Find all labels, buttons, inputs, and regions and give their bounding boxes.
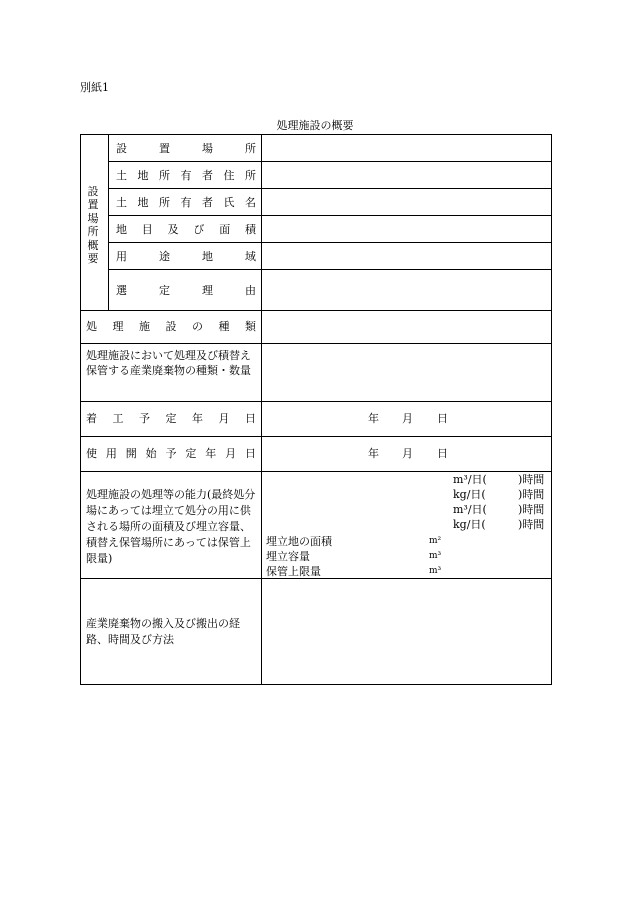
capacity-unit: m³/日(	[453, 503, 487, 516]
capacity-label: 処理施設の処理等の能力(最終処分場にあっては埋立て処分の用に供される場所の面積及び埋立容量、積替え保管場所にあっては保管上限量)	[86, 488, 256, 565]
use-date-month: 月	[402, 447, 413, 460]
form-id: 別紙1	[80, 81, 109, 94]
location-row-label: 土 地 所 有 者 住 所	[116, 169, 256, 182]
landfill-volume-label: 埋立容量	[266, 550, 310, 563]
capacity-hours: )時間	[518, 473, 545, 486]
location-group-label: 設置場所概要	[87, 185, 99, 266]
landfill-area-unit: m²	[429, 536, 442, 546]
label-char: 置	[159, 142, 170, 155]
label-char: 場	[202, 142, 213, 155]
form-title: 処理施設の概要	[276, 119, 354, 132]
storage-limit-label: 保管上限量	[266, 565, 321, 578]
capacity-unit: kg/日(	[453, 518, 486, 531]
start-date-day: 日	[437, 412, 448, 425]
location-row-label: 地 目 及 び 面 積	[116, 223, 256, 236]
use-date-label: 使 用 開 始 予 定 年 月 日	[86, 447, 256, 460]
capacity-hours: )時間	[518, 488, 545, 501]
waste-types-label: 処理施設において処理及び積替え保管する産業廃棄物の種類・数量	[86, 349, 251, 377]
capacity-unit: kg/日(	[453, 488, 486, 501]
label-char: 設	[116, 142, 127, 155]
label-char: 所	[245, 142, 256, 155]
start-date-month: 月	[402, 412, 413, 425]
capacity-unit: m³/日(	[453, 473, 487, 486]
transport-label: 産業廃棄物の搬入及び搬出の経路、時間及び方法	[86, 617, 240, 646]
facility-type-label: 処 理 施 設 の 種 類	[86, 320, 256, 333]
location-row-label: 用 途 地 域	[116, 250, 256, 263]
capacity-hours: )時間	[518, 518, 545, 531]
start-date-year: 年	[368, 412, 379, 425]
capacity-hours: )時間	[518, 503, 545, 516]
landfill-volume-unit: m³	[429, 551, 442, 561]
storage-limit-unit: m³	[429, 566, 442, 576]
landfill-area-label: 埋立地の面積	[266, 535, 332, 548]
location-row-label: 土 地 所 有 者 氏 名	[116, 196, 256, 209]
use-date-day: 日	[437, 447, 448, 460]
location-row-label: 選 定 理 由	[116, 284, 256, 297]
start-date-label: 着 工 予 定 年 月 日	[86, 412, 256, 425]
use-date-year: 年	[368, 447, 379, 460]
location-row-label	[116, 141, 256, 156]
